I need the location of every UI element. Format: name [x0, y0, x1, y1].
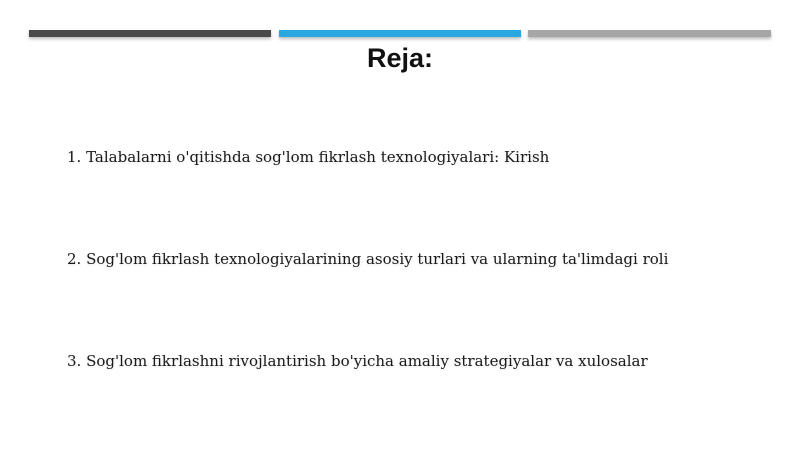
header-bar-dark — [29, 30, 271, 37]
header-bar-gray — [528, 30, 771, 37]
plan-item-1: 1. Talabalarni o'qitishda sog'lom fikrlash texnologiyalari: Kirish — [67, 148, 550, 166]
plan-item-3: 3. Sog'lom fikrlashni rivojlantirish bo'yicha amaliy strategiyalar va xulosalar — [67, 352, 648, 370]
header-bar-blue — [279, 30, 521, 37]
plan-item-2: 2. Sog'lom fikrlash texnologiyalarining asosiy turlari va ularning ta'limdagi roli — [67, 250, 669, 268]
slide-title: Reja: — [366, 43, 434, 73]
